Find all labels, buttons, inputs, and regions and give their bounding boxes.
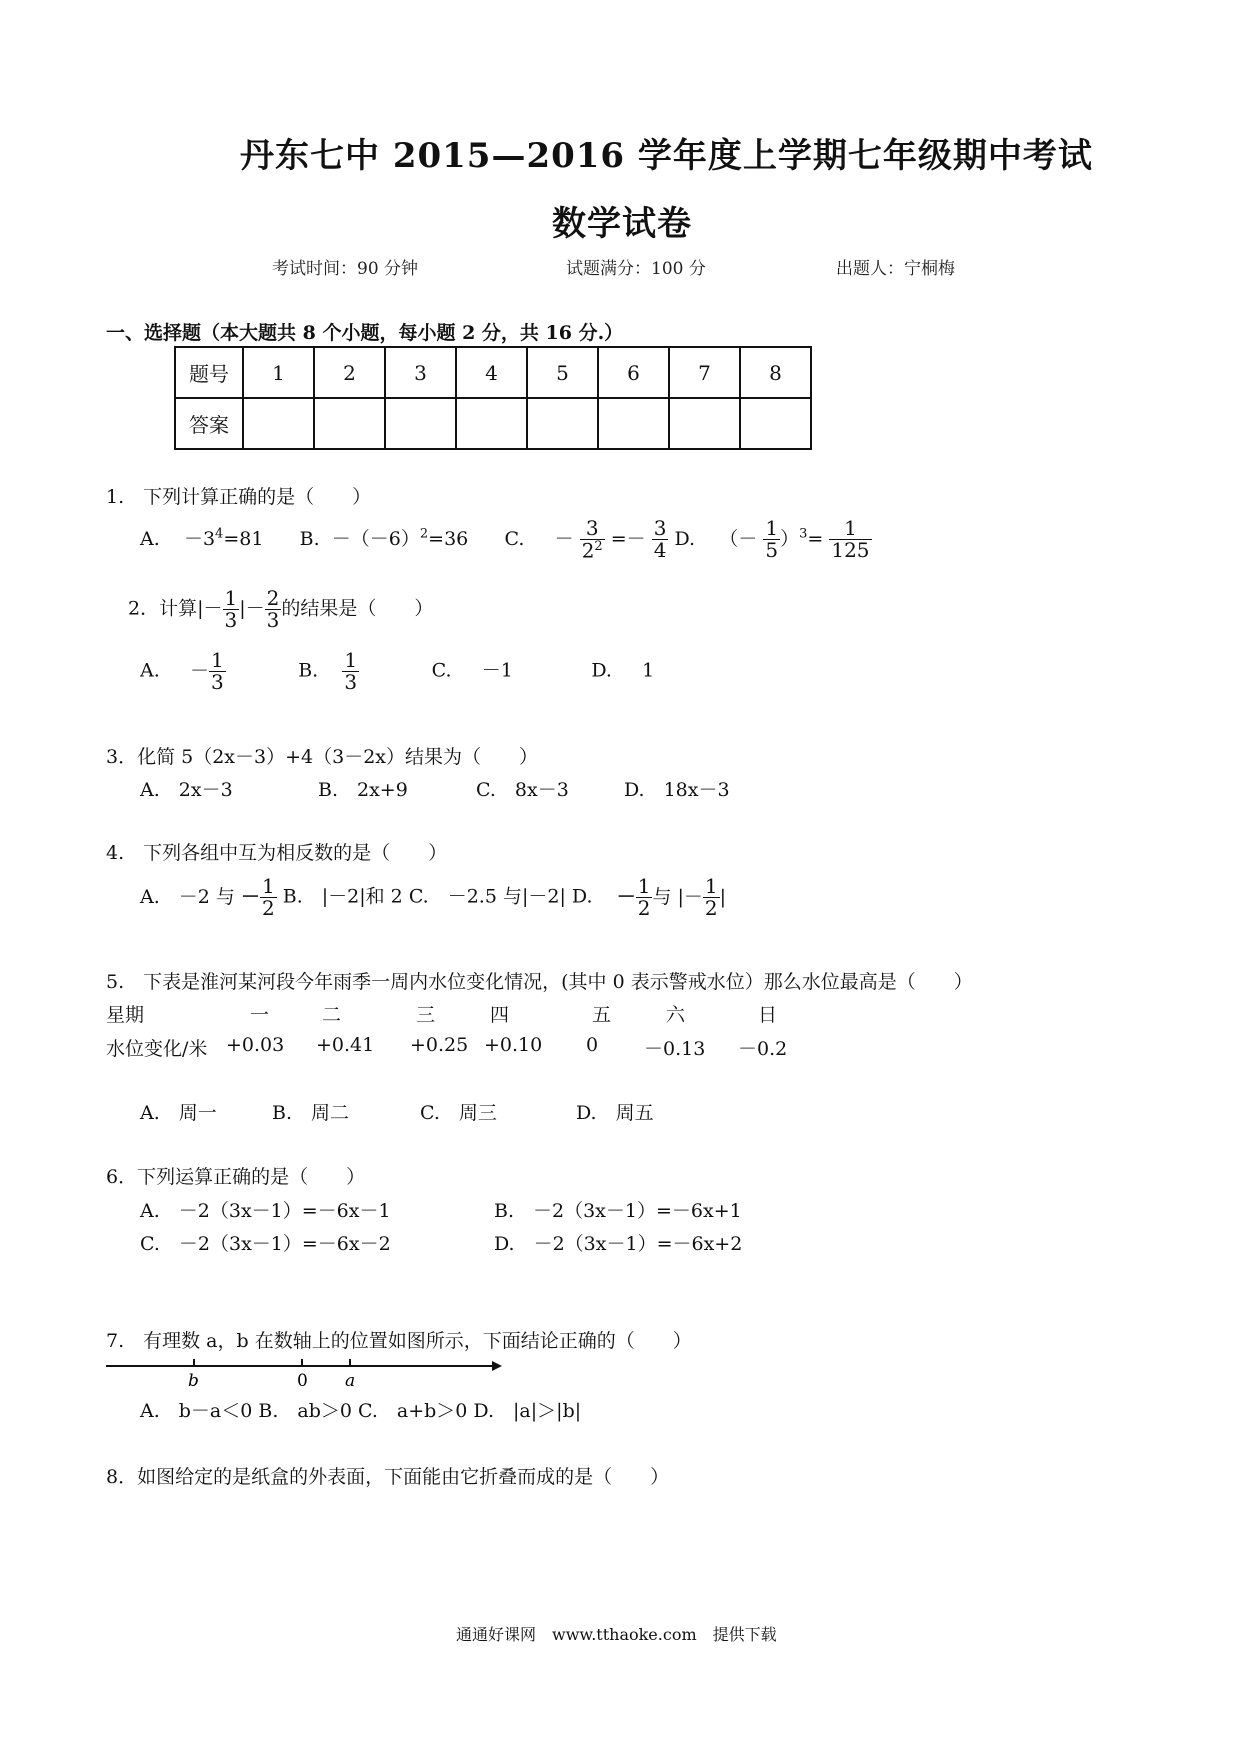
option-b-label: B. [298,659,319,682]
footer-text: 通通好课网 www.tthaoke.com 提供下载 [456,1625,777,1644]
option-c: C. －2.5 与|－2| [408,885,566,908]
fraction: $\frac{1}{125}$ [831,516,870,563]
label-b: b [188,1371,199,1391]
table-cell-number: 2 [314,347,385,398]
water-day: 二 [322,1004,342,1026]
water-day: 五 [592,1004,612,1026]
question-6-option-d: D. －2（3x－1）=－6x+2 [494,1233,743,1255]
water-change: －0.2 [738,1038,788,1060]
table-label-number: 题号 [175,347,243,398]
water-change: 0 [586,1034,599,1056]
water-day: 日 [758,1004,778,1026]
section-heading: 一、选择题（本大题共 8 个小题，每小题 2 分，共 16 分.） [106,322,624,344]
option-a-label: A. [140,527,160,550]
option-a: － $\frac{1}{3}$ [189,648,224,694]
question-6-option-b: B. －2（3x－1）=－6x+1 [494,1200,742,1222]
label-a: a [345,1371,356,1391]
water-day: 三 [416,1004,436,1026]
question-5-option-a: A. 周一 [140,1102,217,1124]
water-change: +0.03 [226,1034,285,1056]
table-cell-number: 7 [669,347,740,398]
option-d-label: D. [571,885,593,908]
answer-cell[interactable] [243,398,314,449]
water-change: +0.25 [410,1034,469,1056]
exam-subtitle: 数学试卷 [552,204,692,244]
fraction: $\frac{2}{3}$ [266,586,280,632]
exam-author: 出题人：宁桐梅 [836,259,955,279]
fraction: $\frac{3}{4}$ [653,516,667,563]
table-cell-number: 8 [740,347,811,398]
question-1-options [140,518,872,562]
option-b [342,648,359,694]
answer-cell[interactable] [598,398,669,449]
option-b: B. |－2|和 2 [282,885,403,908]
water-day: 四 [490,1004,510,1026]
question-6-stem: 6．下列运算正确的是（ ） [106,1166,366,1188]
table-label-answer: 答案 [175,398,243,449]
question-3-stem: 3．化简 5（2x－3）+4（3－2x）结果为（ ） [106,746,539,768]
question-8-stem: 8．如图给定的是纸盒的外表面，下面能由它折叠而成的是（ ） [106,1466,670,1488]
question-7-options: A. b－a＜0 B. ab＞0 C. a+b＞0 D. |a|＞|b| [140,1400,582,1422]
exam-score: 试题满分：100 分 [566,259,706,279]
question-5-option-c: C. 周三 [420,1102,497,1124]
table-row [175,398,811,449]
option-a-label: A. [140,659,160,682]
answer-cell[interactable] [740,398,811,449]
number-line-arrow [492,1361,502,1371]
exam-title: 丹东七中 2015—2016 学年度上学期七年级期中考试 [240,136,1093,176]
question-4-stem: 4. 下列各组中互为相反数的是（ ） [106,842,448,864]
exam-time: 考试时间：90 分钟 [272,259,419,279]
question-1-stem: 1. 下列计算正确的是（ ） [106,486,372,508]
question-6-option-a: A. －2（3x－1）=－6x－1 [140,1200,391,1222]
answer-cell[interactable] [456,398,527,449]
question-3-option-a: A. 2x－3 [140,779,233,801]
question-4-options [140,876,726,919]
question-5-option-b: B. 周二 [272,1102,350,1124]
water-table-row1-label: 星期 [106,1004,145,1026]
question-6-option-c: C. －2（3x－1）=－6x－2 [140,1233,391,1255]
option-c-label: C. [431,659,452,682]
fraction: $\frac{1}{5}$ [765,516,779,563]
answer-table [174,346,812,450]
question-3-option-b: B. 2x+9 [318,779,408,801]
option-d-label: D. [591,659,612,682]
question-7-stem: 7. 有理数 a，b 在数轴上的位置如图所示，下面结论正确的（ ） [106,1330,692,1352]
option-d-label: D. [674,527,696,550]
table-cell-number: 6 [598,347,669,398]
answer-cell[interactable] [385,398,456,449]
question-5-option-d: D. 周五 [576,1102,654,1124]
question-3-option-c: C. 8x－3 [476,779,569,801]
table-cell-number: 5 [527,347,598,398]
option-c: －1 [481,659,513,682]
question-2-stem: 2．计算|－ $\frac{1}{3}$ |－ $\frac{2}{3}$ 的结果是（ ） [128,586,434,632]
option-d: 1 [642,659,655,682]
water-change: －0.13 [644,1038,706,1060]
option-b-label: B. [299,527,320,550]
option-c: － $\frac{3}{2^2}$ =－ $\frac{3}{4}$ [554,516,667,563]
fraction: $\frac{1}{3}$ [224,586,238,632]
answer-cell[interactable] [527,398,598,449]
question-3-option-d: D. 18x－3 [624,779,730,801]
fraction: $\frac{1}{2}$ [637,874,651,920]
table-cell-number: 4 [456,347,527,398]
answer-cell[interactable] [669,398,740,449]
fraction: $\frac{1}{3}$ [210,648,224,694]
fraction: $\frac{1}{3}$ [344,648,358,694]
fraction: $\frac{1}{2}$ [261,874,275,920]
table-cell-number: 3 [385,347,456,398]
water-change: +0.10 [484,1034,543,1056]
option-d: － $\frac{1}{2}$ 与 |－ $\frac{1}{2}$ | [616,874,727,920]
water-day: 一 [250,1004,270,1026]
option-b: $-(-6)^2=36$ [331,526,469,550]
option-a: $-3^4=81$ [183,526,264,550]
option-a: A. －2 与 － $\frac{1}{2}$ [140,874,275,920]
number-line [104,1352,504,1392]
fraction: $\frac{3}{2^2}$ [581,516,603,563]
water-change: +0.41 [316,1034,375,1056]
option-d: （－ $\frac{1}{5}$ ）$^3$= $\frac{1}{125}$ [719,516,870,563]
label-0: 0 [297,1371,308,1391]
water-day: 六 [666,1004,686,1026]
table-cell-number: 1 [243,347,314,398]
table-row [175,347,811,398]
fraction: $\frac{1}{2}$ [704,874,718,920]
water-table-row2-label: 水位变化/米 [106,1038,208,1060]
answer-cell[interactable] [314,398,385,449]
option-c-label: C. [504,527,525,550]
question-5-stem: 5. 下表是淮河某河段今年雨季一周内水位变化情况，(其中 0 表示警戒水位）那么水位最高是（ ） [106,971,973,993]
question-2-options [140,650,654,693]
